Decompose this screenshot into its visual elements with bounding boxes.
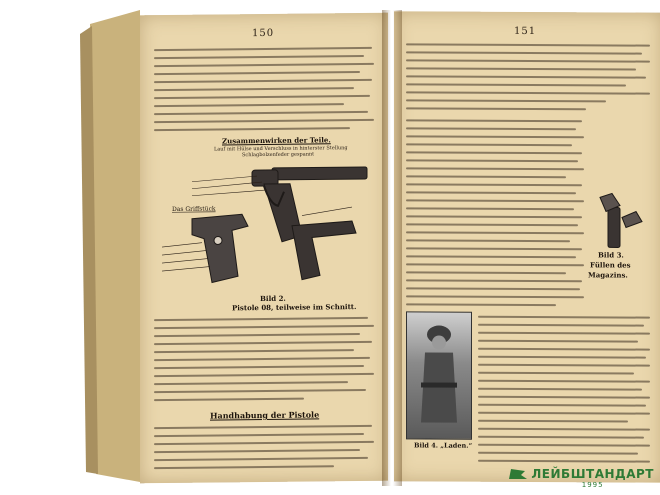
right-text-beside-photo	[394, 11, 660, 12]
page-number-left: 150	[252, 27, 275, 40]
right-text-column	[394, 11, 660, 12]
svg-text:Das Griffstück: Das Griffstück	[172, 205, 216, 213]
page-number-right: 151	[514, 25, 537, 38]
logo-name: ЛЕЙБШТАНДАРТ	[531, 467, 654, 481]
left-page	[140, 13, 388, 484]
soldier-photo	[406, 311, 472, 439]
luger-pistol-illustration	[152, 145, 377, 297]
flag-icon	[507, 467, 529, 481]
figure-subtitle-2: Schlagbolzenfeder gespannt	[242, 151, 315, 159]
figure-subtitle-1: Lauf mit Hülse und Verschluss in hinterster Stellung	[214, 145, 348, 153]
figure-caption-right-1: Füllen des	[590, 260, 631, 270]
right-text-top	[394, 11, 660, 12]
book-gutter	[382, 10, 402, 486]
figure-caption-right-2: Magazins.	[588, 270, 628, 280]
pistol-figure	[152, 135, 377, 297]
section-heading: Handhabung der Pistole	[210, 409, 320, 421]
figure-title: Zusammenwirken der Teile.	[222, 135, 331, 146]
watermark-logo	[531, 467, 654, 489]
figure-caption-left: Pistole 08, teilweise im Schnitt.	[232, 302, 357, 313]
figure-label-left: Bild 2.	[260, 293, 286, 304]
soldier-figure-icon	[407, 312, 471, 438]
open-book	[60, 4, 631, 484]
right-page	[394, 11, 660, 482]
photo-caption: Bild 4. „Laden.“	[414, 441, 473, 450]
logo-year: 1995	[581, 481, 604, 489]
figure-label-right: Bild 3.	[598, 250, 624, 260]
